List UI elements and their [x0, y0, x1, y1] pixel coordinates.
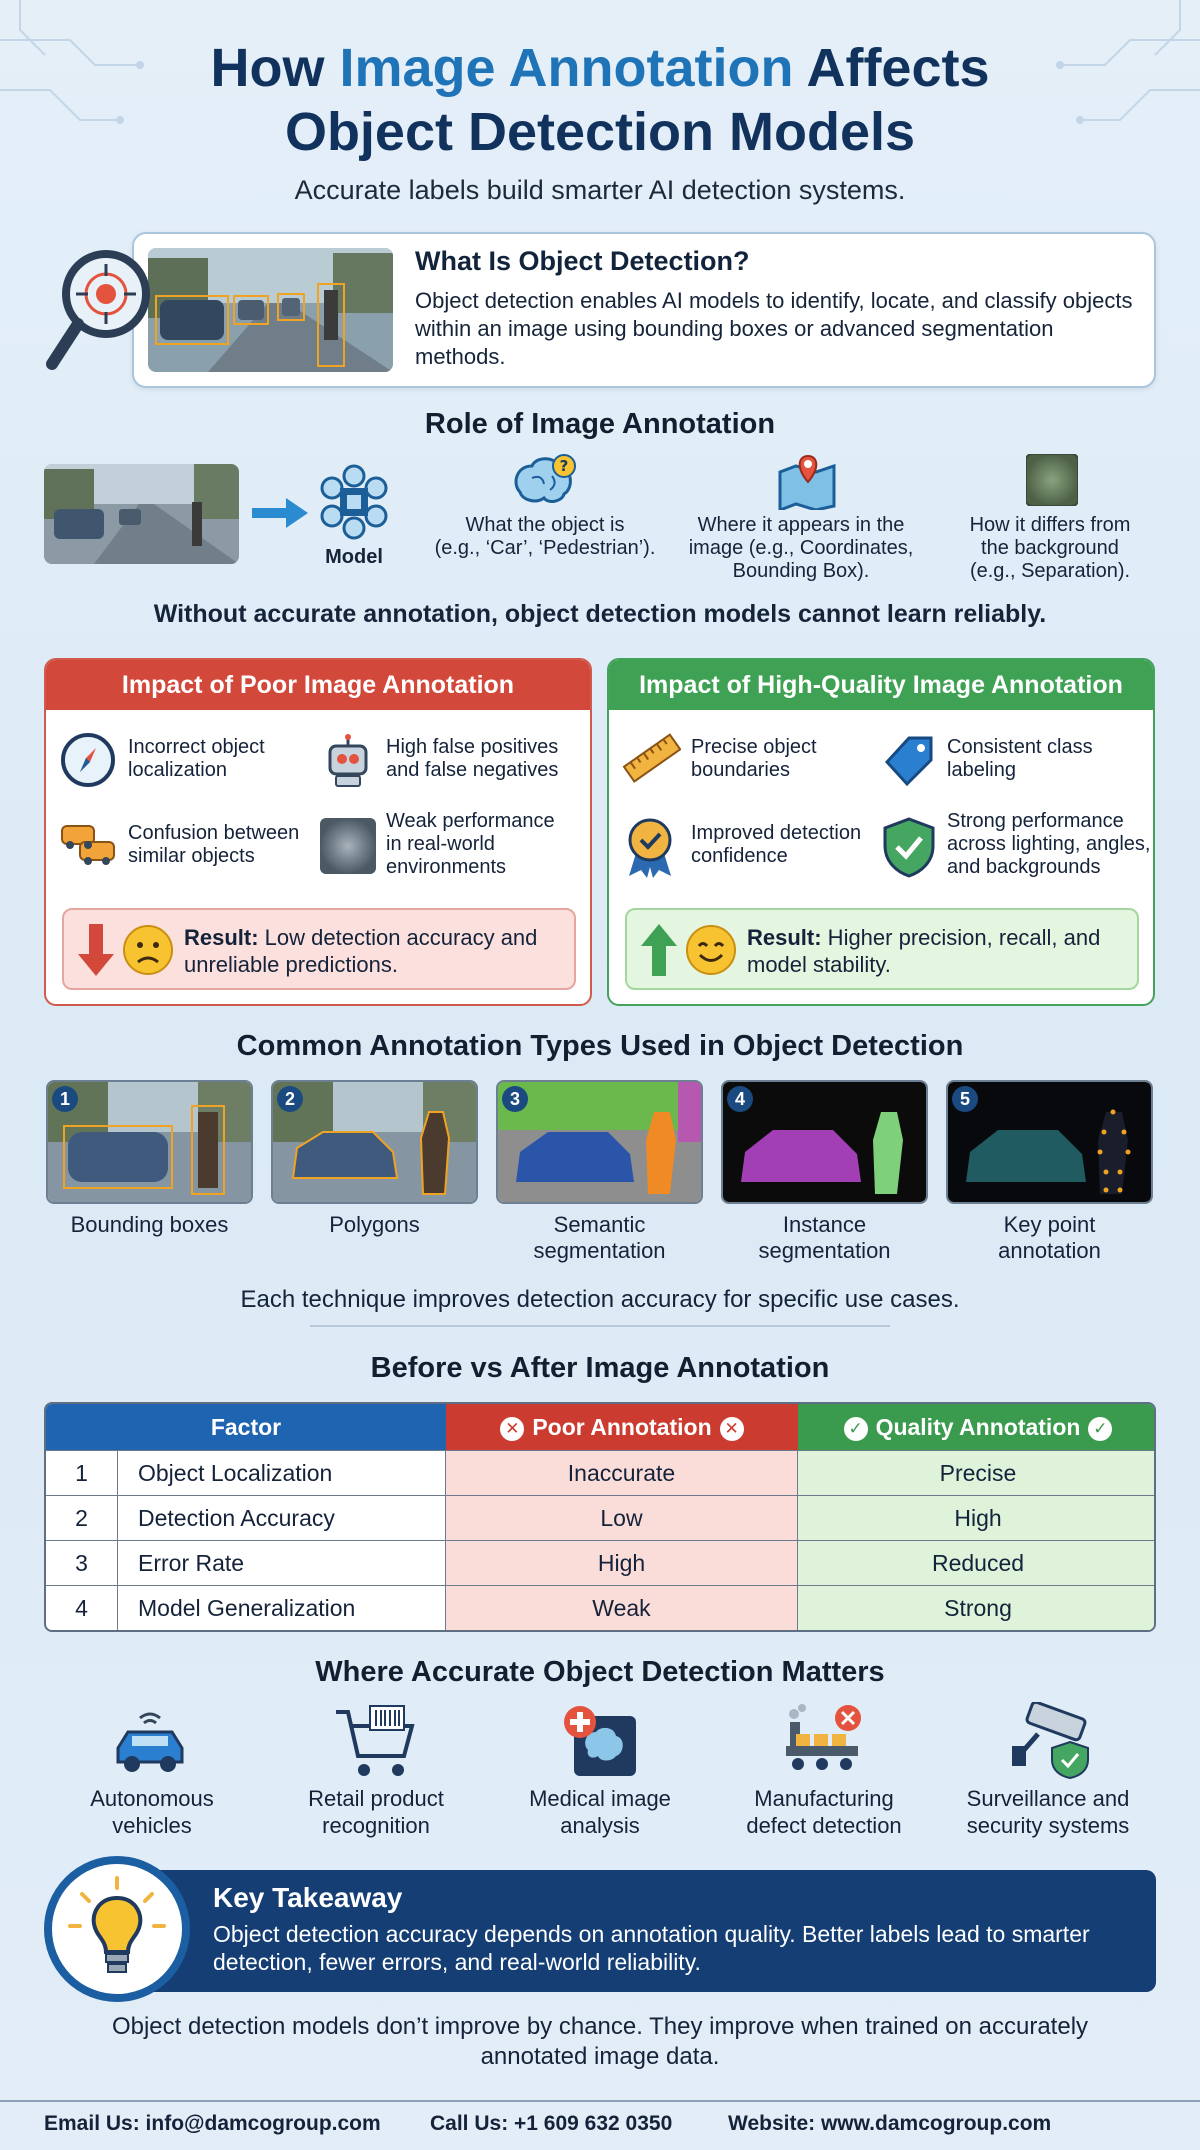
header-factor: Factor	[46, 1404, 446, 1450]
key-takeaway-title: Key Takeaway	[213, 1882, 403, 1913]
blurred-object-icon	[1026, 454, 1078, 506]
semantic-segmentation-image: 3	[496, 1080, 703, 1204]
car-wifi-icon	[110, 1706, 190, 1778]
good-item-confidence: Improved detection confidence	[691, 822, 862, 867]
poor-panel-title: Impact of Poor Image Annotation	[46, 660, 590, 710]
factory-defect-icon	[782, 1702, 868, 1780]
cars-confusion-icon	[58, 818, 118, 868]
comparison-table	[44, 1402, 1156, 1632]
page-subtitle: Accurate labels build smarter AI detection systems.	[294, 175, 906, 205]
role-item-where: Where it appears in the image (e.g., Coordinates, Bounding Box).	[688, 514, 914, 582]
good-panel-title: Impact of High-Quality Image Annotation	[609, 660, 1153, 710]
lightbulb-icon	[52, 1864, 182, 1994]
types-title: Common Annotation Types Used in Object Detection	[236, 1030, 964, 1062]
svg-text:?: ?	[559, 457, 569, 475]
shield-check-icon	[881, 816, 937, 878]
industry-autonomous-vehicles: Autonomous vehicles	[90, 1786, 214, 1838]
polygons-image: 2	[271, 1080, 478, 1204]
type-label-keypoint: Key point annotation	[998, 1212, 1101, 1263]
ruler-icon	[621, 732, 681, 788]
table-header-row	[46, 1404, 1156, 1450]
table-row: 2 Detection Accuracy Low High	[46, 1495, 1156, 1540]
magnifier-target-icon	[44, 246, 154, 376]
footer-email[interactable]: Email Us: info@damcogroup.com	[44, 2112, 381, 2135]
table-row: 4 Model Generalization Weak Strong	[46, 1585, 1156, 1630]
industry-manufacturing: Manufacturing defect detection	[746, 1786, 902, 1838]
closing-statement: Object detection models don’t improve by chance. They improve when trained on accurately annotated image data.	[111, 2013, 1089, 2070]
x-circle-icon: ✕	[500, 1417, 524, 1441]
header-poor: ✕ Poor Annotation ✕	[446, 1404, 798, 1450]
type-label-semantic: Semantic segmentation	[533, 1212, 666, 1263]
lightbulb-badge	[44, 1856, 190, 2002]
comparison-title: Before vs After Image Annotation	[370, 1352, 830, 1384]
role-item-how: How it differs from the background (e.g., Separation).	[969, 514, 1131, 582]
keypoint-annotation-image: 5	[946, 1080, 1153, 1204]
poor-item-weak-performance: Weak performance in real-world environments	[386, 810, 555, 878]
industry-medical: Medical image analysis	[529, 1786, 671, 1838]
header-quality: ✓ Quality Annotation ✓	[798, 1404, 1156, 1450]
footer-divider	[0, 2100, 1200, 2102]
happy-face-icon	[685, 924, 737, 976]
good-item-strong-performance: Strong performance across lighting, angles, and backgrounds	[947, 810, 1151, 878]
role-item-what: What the object is (e.g., ‘Car’, ‘Pedestrian’).	[434, 514, 656, 559]
footer-phone[interactable]: Call Us: +1 609 632 0350	[430, 2112, 673, 2135]
security-camera-icon	[1008, 1702, 1094, 1780]
types-note: Each technique improves detection accuracy for specific use cases.	[240, 1286, 960, 1313]
poor-result-text: Result: Low detection accuracy and unreliable predictions.	[184, 925, 538, 977]
brain-question-icon	[512, 454, 578, 512]
type-label-instance: Instance segmentation	[758, 1212, 891, 1263]
poor-item-false-positives: High false positives and false negatives	[386, 736, 559, 781]
model-label: Model	[325, 546, 383, 568]
medical-brain-scan-icon	[560, 1704, 640, 1780]
quality-annotation-panel	[607, 658, 1155, 1006]
sad-face-icon	[122, 924, 174, 976]
divider	[310, 1325, 890, 1327]
street-scene-image	[148, 248, 393, 372]
page-title: How Image Annotation Affects Object Detection Models	[210, 38, 990, 162]
compass-icon	[60, 732, 116, 788]
robot-icon	[320, 732, 376, 788]
footer-website[interactable]: Website: www.damcogroup.com	[728, 2112, 1052, 2135]
poor-item-confusion: Confusion between similar objects	[128, 822, 300, 867]
instance-segmentation-image: 4	[721, 1080, 928, 1204]
good-result-box	[625, 908, 1139, 990]
tag-icon	[879, 732, 939, 788]
ai-chip-icon	[314, 462, 394, 542]
what-is-text: Object detection enables AI models to identify, locate, and classify objects within an image using bounding boxes or advanced segmentation methods.	[415, 288, 1133, 369]
good-item-consistent-labeling: Consistent class labeling	[947, 736, 1093, 781]
type-label-bounding-boxes: Bounding boxes	[70, 1212, 229, 1237]
poor-annotation-panel	[44, 658, 592, 1006]
good-result-text: Result: Higher precision, recall, and model stability.	[747, 925, 1101, 977]
arrow-down-icon	[78, 924, 114, 976]
key-takeaway-text: Object detection accuracy depends on annotation quality. Better labels lead to smarter detection, fewer errors, and real-world reliability.	[213, 1921, 1090, 1975]
check-circle-icon: ✓	[1088, 1417, 1112, 1441]
map-pin-icon	[778, 454, 836, 510]
arrow-right-icon	[252, 498, 308, 528]
bounding-boxes-image: 1	[46, 1080, 253, 1204]
good-item-boundaries: Precise object boundaries	[691, 736, 817, 781]
award-ribbon-icon	[623, 816, 677, 878]
arrow-up-icon	[641, 924, 677, 976]
what-is-title: What Is Object Detection?	[415, 246, 750, 276]
poor-item-localization: Incorrect object localization	[128, 736, 265, 781]
role-title: Role of Image Annotation	[424, 408, 776, 440]
table-row: 1 Object Localization Inaccurate Precise	[46, 1450, 1156, 1495]
blurry-street-icon	[320, 818, 376, 874]
street-photo	[44, 464, 239, 564]
industry-retail: Retail product recognition	[308, 1786, 444, 1838]
industries-title: Where Accurate Object Detection Matters	[315, 1656, 885, 1688]
shopping-cart-barcode-icon	[334, 1704, 418, 1780]
check-circle-icon: ✓	[844, 1417, 868, 1441]
type-label-polygons: Polygons	[329, 1212, 420, 1237]
x-circle-icon: ✕	[720, 1417, 744, 1441]
poor-result-box	[62, 908, 576, 990]
industry-surveillance: Surveillance and security systems	[966, 1786, 1130, 1838]
role-note: Without accurate annotation, object detection models cannot learn reliably.	[153, 600, 1047, 628]
table-row: 3 Error Rate High Reduced	[46, 1540, 1156, 1585]
